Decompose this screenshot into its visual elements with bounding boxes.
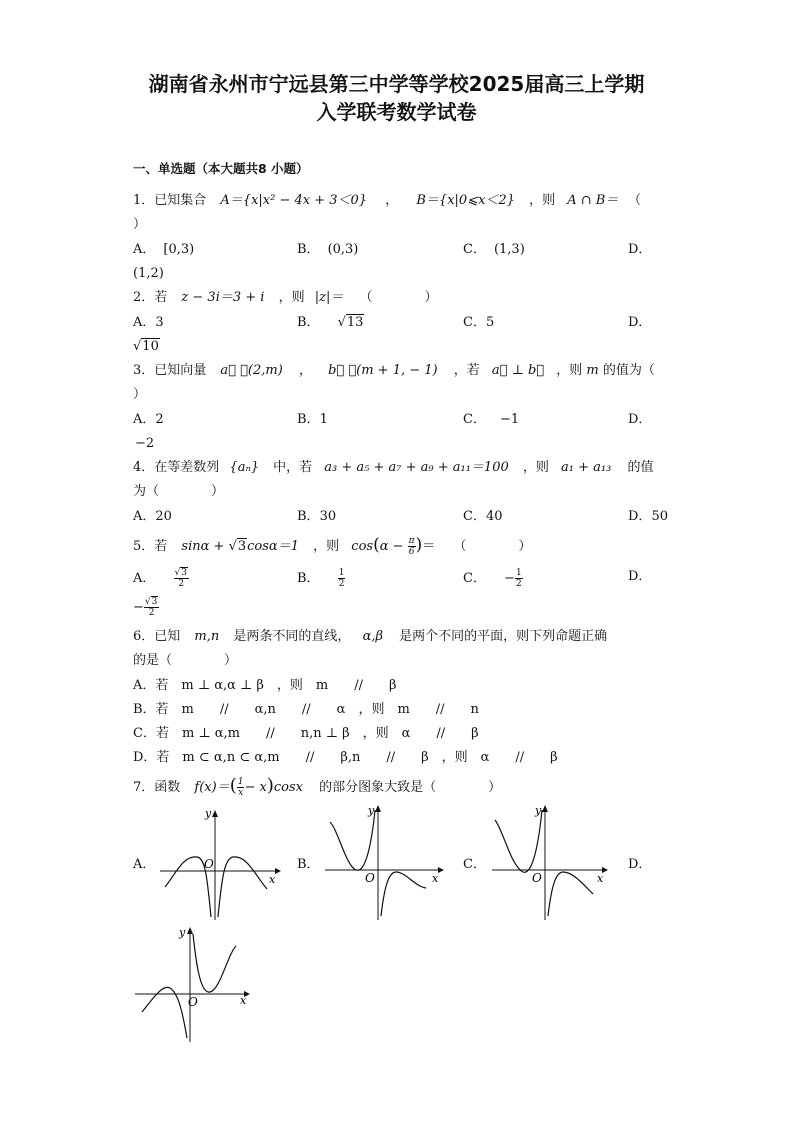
graph-d bbox=[132, 922, 262, 1047]
origin-label: O bbox=[188, 995, 198, 1009]
curve-left bbox=[142, 987, 187, 1038]
q1-paren-close: ） bbox=[133, 217, 147, 232]
question-7: 7．函数 f(x)＝( $\frac{1}{x}$ − x)cosx 的部分图象大致是（ ） bbox=[133, 775, 502, 798]
graph-b bbox=[320, 800, 450, 925]
q4-option-a: A．20 bbox=[133, 509, 172, 524]
graph-a bbox=[155, 805, 285, 925]
q4-line2: 为（ ） bbox=[133, 484, 225, 499]
y-label: y bbox=[179, 926, 186, 939]
q3-option-b: B．1 bbox=[297, 412, 328, 427]
q5-option-d-label: D． bbox=[628, 569, 652, 584]
q2-option-a: A．3 bbox=[133, 315, 164, 330]
question-4: 4．在等差数列 {aₙ} 中，若 a₃ + a₅ + a₇ + a₉ + a₁₁＝100 ，则 a₁ + a₁₃ 的值 bbox=[133, 460, 654, 475]
q4-option-c: C．40 bbox=[463, 509, 503, 524]
y-label: y bbox=[535, 804, 542, 817]
q5-option-b: B． $\frac{1}{2}$ bbox=[297, 568, 345, 589]
y-label: y bbox=[368, 804, 375, 817]
q4-option-b: B．30 bbox=[297, 509, 337, 524]
q1-option-d-value: (1,2) bbox=[133, 266, 164, 281]
sqrt-symbol: √13 bbox=[337, 315, 364, 330]
curve-left bbox=[330, 810, 375, 870]
x-label: x bbox=[597, 872, 604, 885]
section-heading: 一、单选题（本大题共8 小题） bbox=[133, 161, 309, 176]
curve-right bbox=[218, 857, 267, 917]
q6-option-d: D．若 m ⊂ α,n ⊂ α,m // β,n // β ，则 α // β bbox=[133, 750, 558, 765]
q3-option-a: A．2 bbox=[133, 412, 164, 427]
y-arrow-icon bbox=[187, 927, 193, 934]
q2-option-b: B． √13 bbox=[297, 315, 364, 330]
q5-option-a: A． $\frac{√3}{2}$ bbox=[133, 568, 188, 589]
y-arrow-icon bbox=[542, 805, 548, 812]
x-arrow-icon bbox=[275, 868, 281, 874]
question-1 bbox=[133, 192, 618, 210]
origin-label: O bbox=[532, 871, 542, 885]
q5-option-d-value: − $\frac{√3}{2}$ bbox=[133, 597, 158, 618]
exam-title-line2: 入学联考数学试卷 bbox=[316, 100, 477, 124]
q7-option-a-label: A． bbox=[133, 857, 156, 872]
q1-paren-open: （ bbox=[628, 193, 642, 208]
q7-option-d-label: D． bbox=[628, 857, 652, 872]
question-6: 6．已知 m,n 是两条不同的直线， α,β 是两个不同的平面，则下列命题正确 bbox=[133, 629, 608, 644]
curve-right bbox=[548, 872, 593, 916]
x-label: x bbox=[269, 873, 276, 886]
curve-left bbox=[495, 810, 542, 872]
q6-line2: 的是（ ） bbox=[133, 653, 238, 668]
q1-expr: A ∩ B＝ bbox=[567, 193, 619, 208]
y-arrow-icon bbox=[212, 810, 218, 817]
origin-label: O bbox=[204, 857, 214, 871]
q3-option-c: C． −1 bbox=[463, 412, 520, 427]
q1-prefix: 1．已知集合 bbox=[133, 193, 207, 208]
q6-option-a: A．若 m ⊥ α,α ⊥ β ，则 m // β bbox=[133, 678, 397, 693]
graph-c bbox=[487, 800, 617, 925]
question-2: 2．若 z − 3i＝3 + i ，则 |z|＝ （ ） bbox=[133, 290, 438, 305]
x-label: x bbox=[432, 872, 439, 885]
question-5: 5．若 sinα + √3cosα＝1 ，则 cos(α − $\frac{\pi}{6}$ )＝ （ ） bbox=[133, 535, 532, 557]
exam-title-line1: 湖南省永州市宁远县第三中学等学校2025届高三上学期 bbox=[148, 72, 645, 96]
q1-then: ，则 bbox=[529, 193, 556, 208]
q6-option-c: C．若 m ⊥ α,m // n,n ⊥ β ，则 α // β bbox=[133, 726, 479, 741]
origin-label: O bbox=[365, 871, 375, 885]
q1-option-c: C． (1,3) bbox=[463, 242, 525, 257]
q3-paren-close: ） bbox=[133, 387, 147, 402]
q1-option-d-label: D． bbox=[628, 242, 652, 257]
q1-set-a: A＝{x|x² − 4x + 3＜0} bbox=[220, 193, 368, 208]
q3-option-d-label: D． bbox=[628, 412, 652, 427]
x-label: x bbox=[240, 994, 247, 1007]
q7-option-b-label: B． bbox=[297, 857, 320, 872]
curve-right bbox=[193, 934, 236, 992]
q3-option-d-value: −2 bbox=[135, 436, 155, 451]
q5-option-c: C． − $\frac{1}{2}$ bbox=[463, 568, 522, 589]
q1-comma: ， bbox=[385, 193, 399, 208]
question-3: 3．已知向量 a⃗ ＝(2,m) ， b⃗ ＝(m + 1, − 1) ，若 a⃗ ⊥ b⃗ ，则 m 的值为（ bbox=[133, 363, 655, 378]
q2-option-d-label: D． bbox=[628, 315, 652, 330]
x-arrow-icon bbox=[438, 867, 444, 873]
curve-right bbox=[381, 872, 426, 916]
q1-set-b: B＝{x|0⩽x＜2} bbox=[416, 193, 515, 208]
q2-option-c: C．5 bbox=[463, 315, 495, 330]
y-arrow-icon bbox=[375, 805, 381, 812]
q2-option-d-value: √10 bbox=[133, 339, 159, 354]
y-label: y bbox=[205, 807, 212, 820]
q1-option-a: A． [0,3) bbox=[133, 242, 195, 257]
q7-option-c-label: C． bbox=[463, 857, 486, 872]
q4-option-d: D．50 bbox=[628, 509, 668, 524]
q6-option-b: B．若 m // α,n // α ，则 m // n bbox=[133, 702, 479, 717]
q1-option-b: B． (0,3) bbox=[297, 242, 359, 257]
